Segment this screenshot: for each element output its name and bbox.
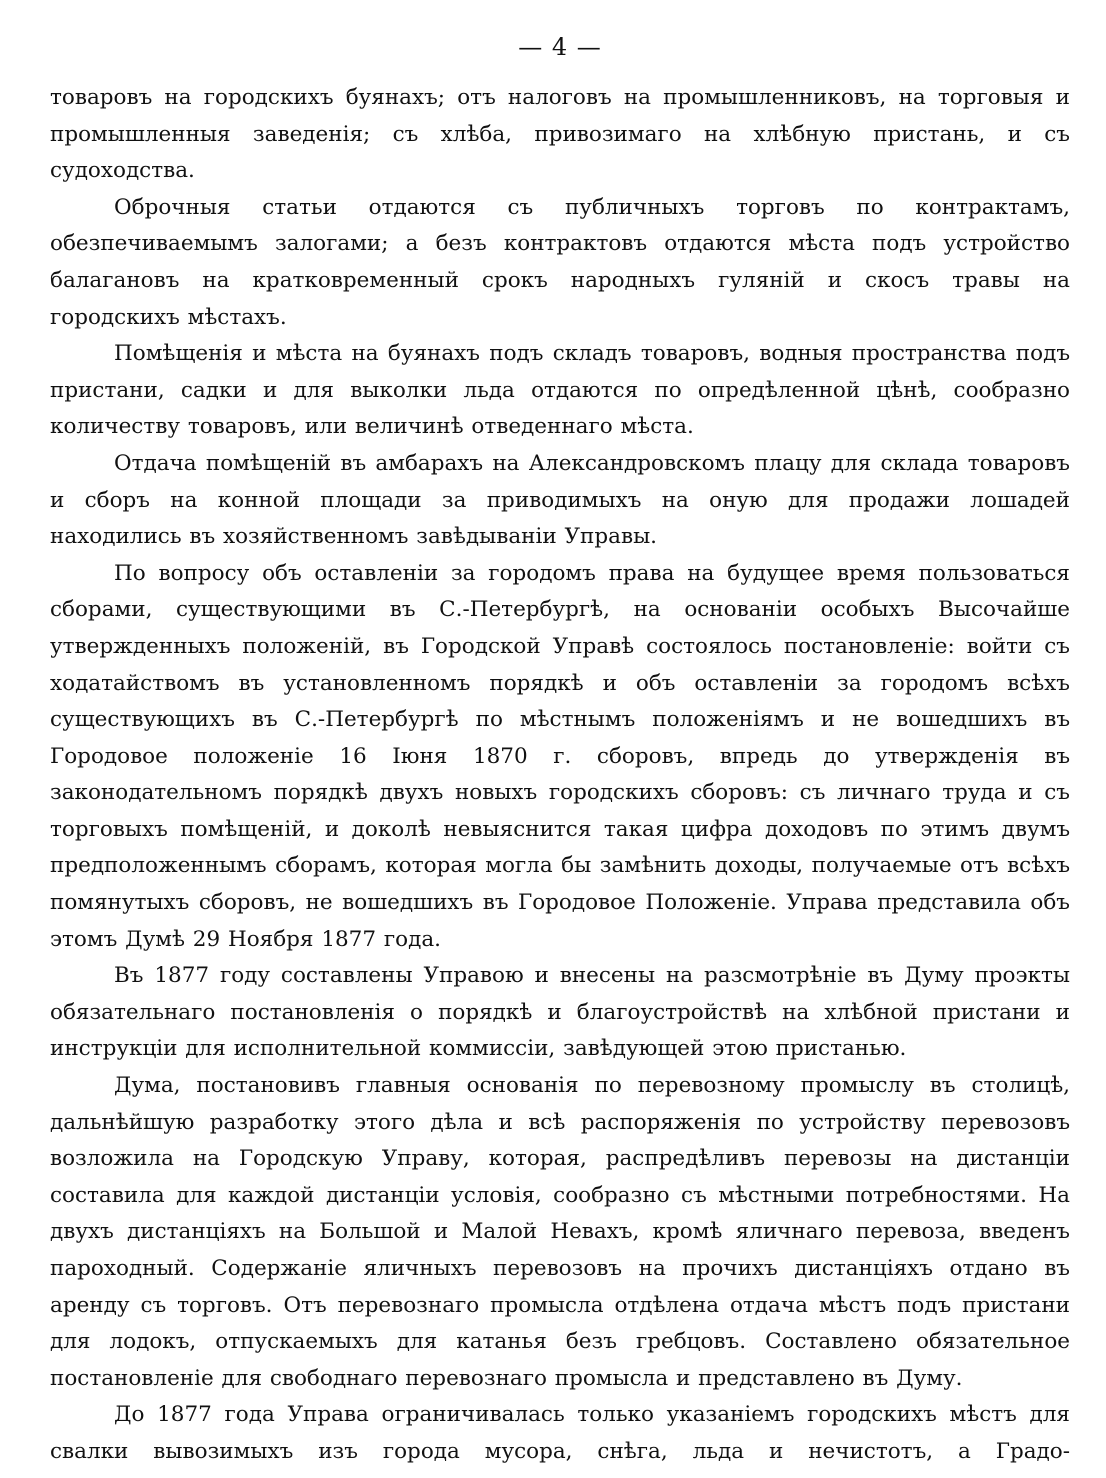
paragraph-svalka: До 1877 года Управа ограничивалась только указаніемъ городскихъ мѣстъ для свалки вывозимыхъ изъ города мусора, снѣга, льда и нечистотъ, а Градо- [50,1402,1070,1464]
page-number: — 4 — [518,33,602,61]
paragraph-perevoznyi-promysel: Дума, постановивъ главныя основанія по перевозному промыслу въ столицѣ, дальнѣйшую разработку этого дѣла и всѣ распоряженія по устройству перевозовъ возложила на Городскую Управу, которая, распредѣливъ перевозы на дистанціи составила для каждой дистанціи условія, сообразно съ мѣстными потребностями. На двухъ дистанціяхъ на Большой и Малой Невахъ, кромѣ яличнаго перевоза, введенъ пароходный. Содержаніе яличныхъ перевозовъ на прочихъ дистанціяхъ отдано въ аренду съ торговъ. Отъ перевознаго промысла отдѣлена отдача мѣстъ подъ пристани для лодокъ, отпускаемыхъ для катанья безъ гребцовъ. Составлено обязательное постановленіе для свободнаго перевознаго промысла и представлено въ Думу. [50,1073,1070,1391]
paragraph-khlebnaya-pristan: Въ 1877 году составлены Управою и внесены на разсмотрѣніе въ Думу проэкты обязательнаго постановленія о порядкѣ и благоустройствѣ на хлѣбной пристани и инструкціи для исполнительной коммиссіи, завѣдующей этою пристанью. [50,963,1070,1062]
paragraph-obrochnye-stati: Оброчныя статьи отдаются съ публичныхъ торговъ по контрактамъ, обезпечиваемымъ залогами; а безъ контрактовъ отдаются мѣста подъ устройство балагановъ на кратковременный срокъ народныхъ гуляній и скосъ травы на городскихъ мѣстахъ. [50,194,1070,330]
paragraph-pomeshcheniya-na-buyanakh: Помѣщенія и мѣста на буянахъ подъ складъ товаровъ, водныя пространства подъ пристани, садки и для выколки льда отдаются по опредѣленной цѣнѣ, сообразно количеству товаровъ, или величинѣ отведеннаго мѣста. [50,341,1070,440]
paragraph-otdacha-ambarov: Отдача помѣщеній въ амбарахъ на Александровскомъ плацу для склада товаровъ и сборъ на конной площади за приводимыхъ на оную для продажи лошадей находились въ хозяйственномъ завѣдываніи Управы. [50,450,1070,550]
paragraph-sbory: По вопросу объ оставленіи за городомъ права на будущее время пользоваться сборами, существующими въ С.-Петербургѣ, на основаніи особыхъ Высочайше утвержденныхъ положеній, въ Городской Управѣ состоялось постановленіе: войти съ ходатайствомъ въ установленномъ порядкѣ и объ оставленіи за городомъ всѣхъ существующихъ въ С.-Петербургѣ по мѣстнымъ положеніямъ и не вошедшихъ въ Городовое положеніе 16 Іюня 1870 г. сборовъ, впредь до утвержденія въ законодательномъ порядкѣ двухъ новыхъ городскихъ сборовъ: съ личнаго труда и съ торговыхъ помѣщеній, и доколѣ невыяснится такая цифра доходовъ по этимъ двумъ предположеннымъ сборамъ, которая могла бы замѣнить доходы, получаемые отъ всѣхъ помянутыхъ сборовъ, не вошедшихъ въ Городовое Положеніе. Управа представила объ этомъ Думѣ 29 Ноября 1877 года. [50,560,1070,952]
paragraph-continuation: товаровъ на городскихъ буянахъ; отъ налоговъ на промышленниковъ, на торговыя и промышленныя заведенія; съ хлѣба, привозимаго на хлѣбную пристань, и съ судоходства. [50,85,1070,184]
